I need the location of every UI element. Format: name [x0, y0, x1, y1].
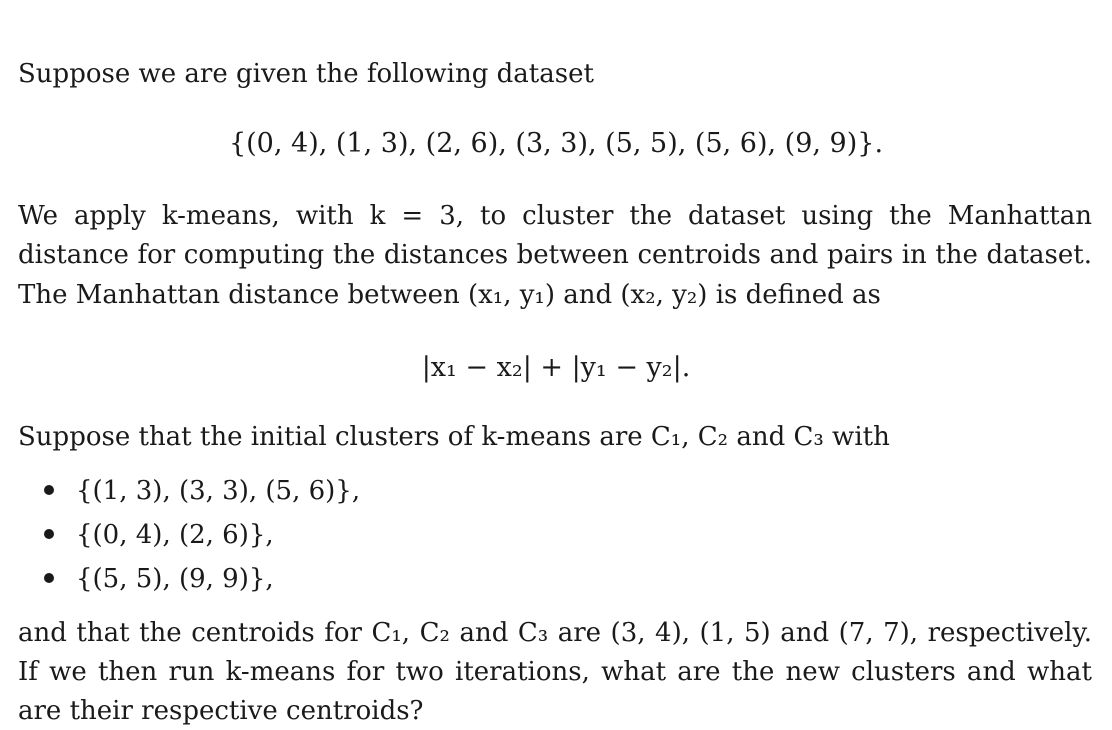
list-item [44, 518, 274, 552]
bullet-icon [44, 573, 54, 583]
list-item [44, 562, 274, 596]
bullet-icon [44, 529, 54, 539]
closing-line-1: and that the centroids for C₁, C₂ and C₃ are (3, 4), (1, 5) and (7, 7), respectively. [18, 618, 1092, 648]
question-document [18, 0, 1094, 730]
closing-line-2: If we then run k-means for two iterations, what are the new clusters and what [18, 657, 1092, 687]
paragraph-line-1: We apply k-means, with k = 3, to cluster the dataset using the Manhattan [18, 201, 1092, 231]
dataset-display: {(0, 4), (1, 3), (2, 6), (3, 3), (5, 5), (5, 6), (9, 9)}. [228, 128, 884, 159]
paragraph-line-3: The Manhattan distance between (x₁, y₁) and (x₂, y₂) is defined as [18, 280, 881, 310]
cluster-c3-points: {(5, 5), (9, 9)}, [76, 564, 274, 594]
bullet-icon [44, 485, 54, 495]
cluster-c2-points: {(0, 4), (2, 6)}, [76, 520, 274, 550]
distance-formula: |x₁ − x₂| + |y₁ − y₂|. [421, 352, 691, 383]
paragraph-line-2: distance for computing the distances between centroids and pairs in the dataset. [18, 240, 1092, 270]
closing-line-3: are their respective centroids? [18, 696, 424, 726]
clusters-intro: Suppose that the initial clusters of k-means are C₁, C₂ and C₃ with [18, 422, 890, 452]
intro-text: Suppose we are given the following dataset [18, 59, 594, 89]
cluster-c1-points: {(1, 3), (3, 3), (5, 6)}, [76, 476, 361, 506]
list-item [44, 474, 360, 508]
